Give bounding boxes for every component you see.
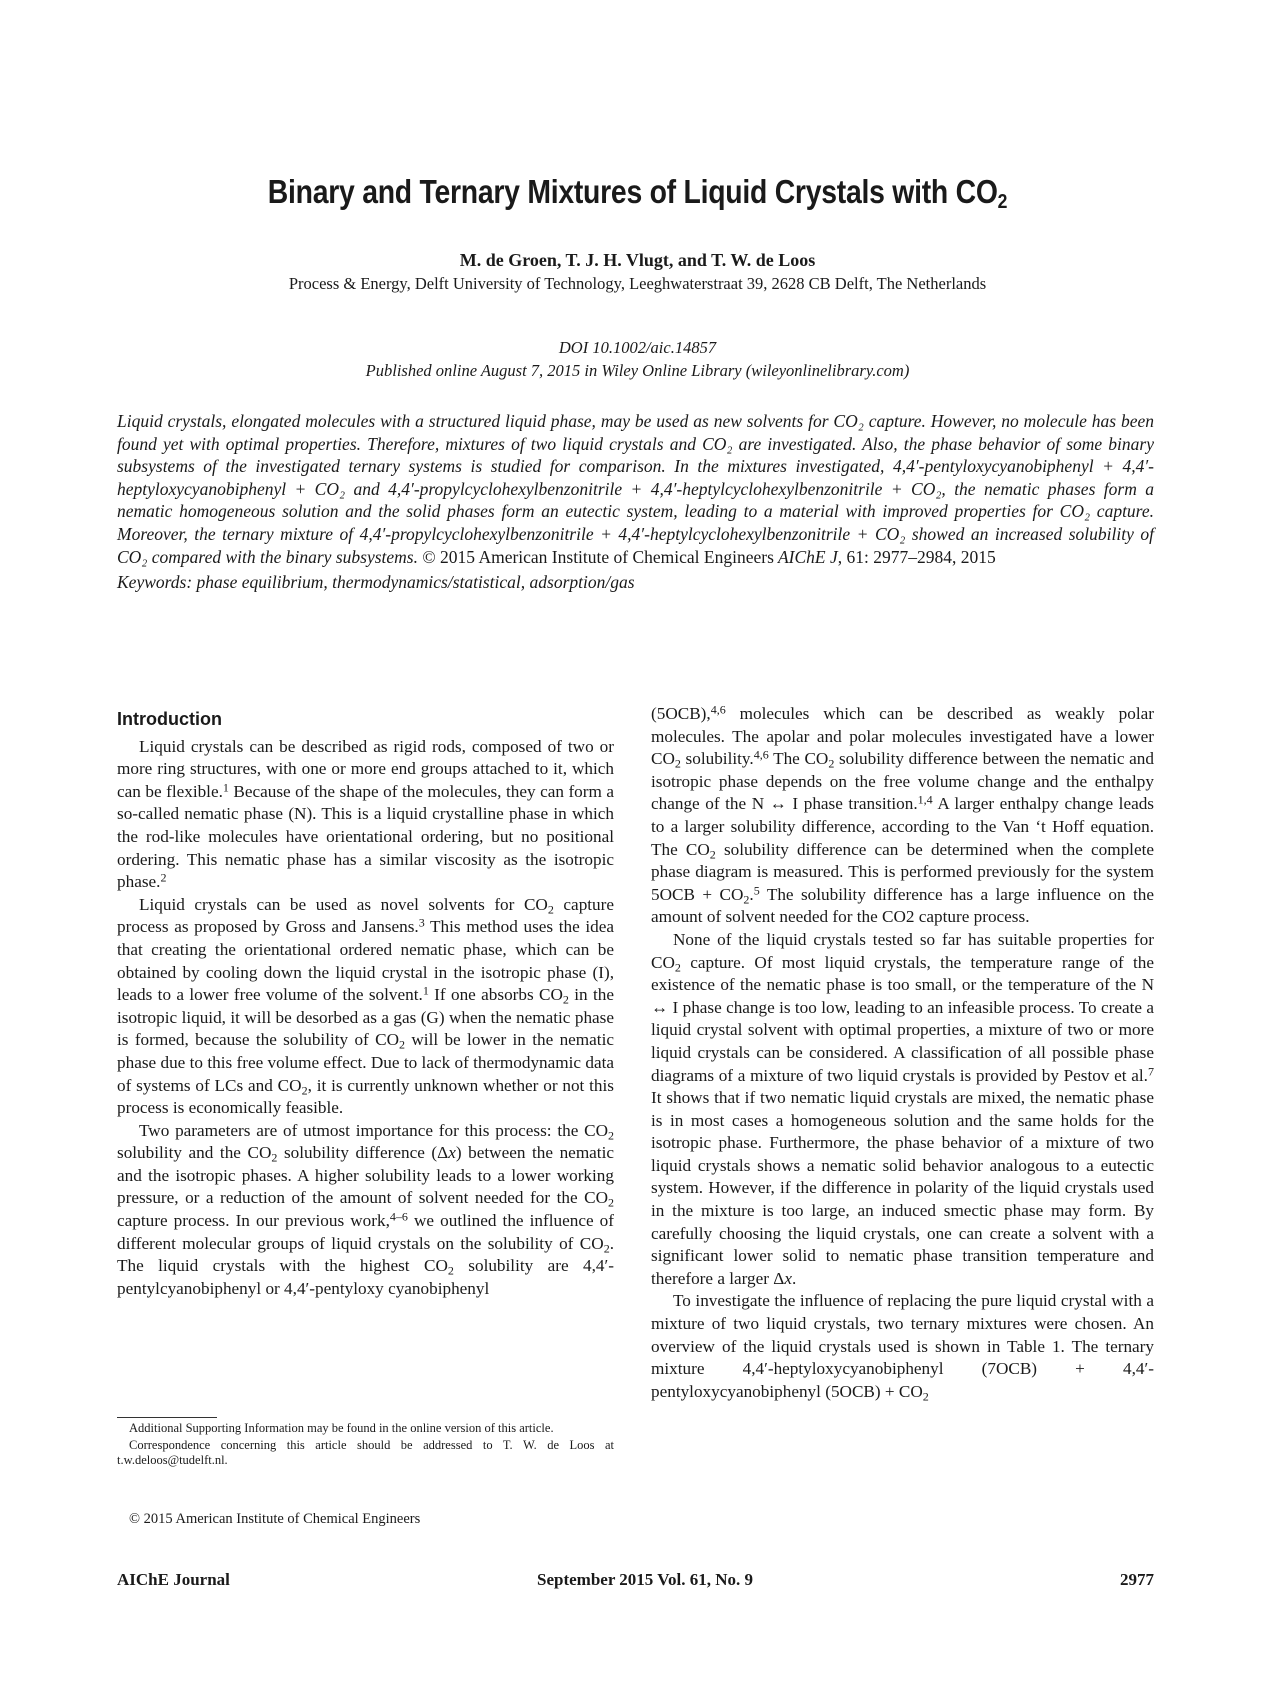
affiliation: Process & Energy, Delft University of Technology, Leeghwaterstraat 39, 2628 CB Delft, The Netherlands [288,274,987,293]
footnotes [117,1421,614,1470]
footnote-correspondence: Correspondence concerning this article should be addressed to T. W. de Loos at t.w.deloos@tudelft.nl. [117,1438,614,1467]
paragraph: Liquid crystals can be used as novel solvents for $CO_2$ capture process as proposed by Gross and Jansens.$^3$ This method uses the idea that creating the orientational ordered nematic phase, which can be obtained by cooling down the liquid crystal in the isotropic phase (I), leads to a lower free volume of the solvent.$^1$ If one absorbs $CO_2$ in the isotropic liquid, it will be desorbed as a gas (G) when the nematic phase is formed, because the solubility of $CO_2$ will be lower in the nematic phase due to this free volume effect. Due to lack of thermodynamic data of systems of LCs and $CO_2$, it is currently unknown whether or not this process is economically feasible. [117,894,615,1118]
author-list: M. de Groen, T. J. H. Vlugt, and T. W. de Loos [459,250,816,270]
footnote-copyright: © 2015 American Institute of Chemical Engineers [129,1511,421,1527]
footer-journal: AIChE Journal [117,1570,230,1589]
footnote-rule [117,1417,217,1418]
body-column-right [651,703,1154,1403]
abstract [117,410,1154,594]
article-title-text: Binary and Ternary Mixtures of Liquid Crystals with CO [267,173,998,210]
abstract-citation: , 61: 2977–2984, 2015 [837,546,996,567]
abstract-text: Liquid crystals, elongated molecules with a structured liquid phase, may be used as new solvents for CO₂ capture. However, no molecule has been found yet with optimal properties. Therefore, mixtures of two liquid crystals and CO₂ are investigated. Also, the phase behavior of some binary subsystems of the investigated ternary systems is studied for comparison. In the mixtures investigated, 4,4′-pentyloxycyanobiphenyl + 4,4′-heptyloxycyanobiphenyl + CO₂ and 4,4′-propylcyclohexylbenzonitrile + 4,4′-heptylcyclohexylbenzonitrile + CO₂, the nematic phases form a nematic homogeneous solution and the solid phases form an eutectic system, leading to a material with improved properties for CO₂ capture. Moreover, the ternary mixture of 4,4′-propylcyclohexylbenzonitrile + 4,4′-heptylcyclohexylbenzonitrile + CO₂ showed an increased solubility of CO₂ compared with the binary subsystems. [117,411,1154,567]
paragraph: Two parameters are of utmost importance for this process: the $CO_2$ solubility and the $CO_2$ solubility difference (Δx) between the nematic and the isotropic phases. A higher solubility leads to a lower working pressure, or a reduction of the amount of solvent needed for the $CO_2$ capture process. In our previous work,$^{4-6}$ we outlined the influence of different molecular groups of liquid crystals on the solubility of $CO_2$. The liquid crystals with the highest $CO_2$ solubility are 4,4′-pentylcyanobiphenyl or 4,4′-pentyloxy cyanobiphenyl [117,1120,614,1298]
doi: DOI 10.1002/aic.14857 [558,338,717,357]
publication-info: Published online August 7, 2015 in Wiley Online Library (wileyonlinelibrary.com) [365,361,910,380]
paragraph: None of the liquid crystals tested so far has suitable properties for $CO_2$ capture. Of most liquid crystals, the temperature range of the existence of the nematic phase is too small, or the temperature of the N ↔ I phase change is too low, leading to an infeasible process. To create a liquid crystal solvent with optimal properties, a mixture of two or more liquid crystals can be considered. A classification of all possible phase diagrams of a mixture of two liquid crystals is provided by Pestov et al.$^7$ It shows that if two nematic liquid crystals are mixed, the nematic phase is in most cases a homogeneous solution and the same holds for the isotropic phase. Furthermore, the phase behavior of a mixture of two liquid crystals shows a nematic solid behavior analogous to a eutectic system. However, if the difference in polarity of the liquid crystals used in the mixture is too large, an induced smectic phase may form. By carefully choosing the liquid crystals, one can create a solvent with a significant lower solid to nematic phase transition temperature and therefore a larger Δx. [651,929,1154,1288]
abstract-journal: AIChE J [777,546,838,567]
paragraph: (5OCB),$^{4,6}$ molecules which can be described as weakly polar molecules. The apolar and polar molecules investigated have a lower $CO_2$ solubility.$^{4,6}$ The $CO_2$ solubility difference between the nematic and isotropic phase depends on the free volume change and the enthalpy change of the N ↔ I phase transition.$^{1,4}$ A larger enthalpy change leads to a larger solubility difference, according to the Van ‘t Hoff equation. The $CO_2$ solubility difference can be determined when the complete phase diagram is measured. This is performed previously for the system $5OCB + CO_2.^5$ The solubility difference has a large influence on the amount of solvent needed for the CO2 capture process. [651,702,1154,927]
footer-page-number: 2977 [1120,1570,1154,1589]
body-column-left [117,708,614,1300]
article-title-subscript: 2 [997,190,1008,214]
footnote-support: Additional Supporting Information may be found in the online version of this article. [129,1421,554,1435]
abstract-copyright: © 2015 American Institute of Chemical Engineers [422,546,774,567]
footer-issue: September 2015 Vol. 61, No. 9 [537,1570,753,1589]
paragraph: Liquid crystals can be described as rigid rods, composed of two or more ring structures, with one or more end groups attached to it, which can be flexible.$^1$ Because of the shape of the molecules, they can form a so-called nematic phase (N). This is a liquid crystalline phase in which the rod-like molecules have orientational ordering, but no positional ordering. This nematic phase has a similar viscosity as the isotropic phase.$^2$ [117,736,614,892]
paragraph: To investigate the influence of replacing the pure liquid crystal with a mixture of two liquid crystals, two ternary mixtures were chosen. An overview of the liquid crystals used is shown in Table 1. The ternary mixture 4,4′-heptyloxycyanobiphenyl (7OCB) + 4,4′-pentyloxycyanobiphenyl $(5OCB) + CO_2$ [651,1291,1154,1404]
article-title [141,174,1134,214]
section-heading-introduction: Introduction [117,709,222,729]
keywords: Keywords: phase equilibrium, thermodynamics/statistical, adsorption/gas [117,572,635,593]
